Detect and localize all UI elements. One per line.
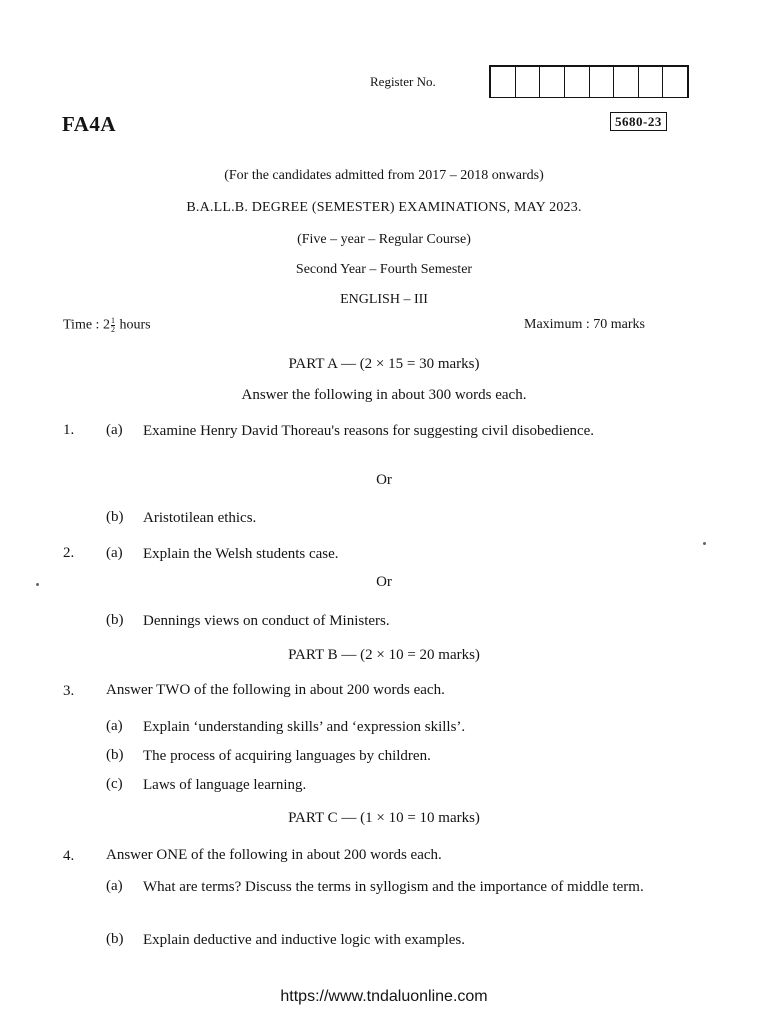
part-a-instruction: Answer the following in about 300 words each. [241, 387, 527, 403]
question-text: What are terms? Discuss the terms in syllogism and the importance of middle term. [143, 879, 644, 895]
question-text: Explain the Welsh students case. [143, 546, 339, 562]
register-cell [639, 67, 664, 97]
scan-speck [703, 542, 706, 545]
register-cell [565, 67, 590, 97]
register-cell [614, 67, 639, 97]
question-text: The process of acquiring languages by children. [143, 748, 431, 764]
header-course: (Five – year – Regular Course) [297, 232, 471, 247]
part-a-title: PART A — (2 × 15 = 30 marks) [288, 356, 480, 372]
option-label: (b) [106, 612, 124, 628]
option-label: (b) [106, 931, 124, 947]
paper-code-box: 5680-23 [610, 112, 667, 131]
question-number: 3. [63, 683, 75, 699]
question-text: Aristotilean ethics. [143, 510, 257, 526]
question-text: Examine Henry David Thoreau's reasons for suggesting civil disobedience. [143, 423, 595, 439]
option-label: (a) [106, 878, 123, 894]
header-semester: Second Year – Fourth Semester [295, 262, 473, 277]
part-c-title: PART C — (1 × 10 = 10 marks) [288, 810, 480, 826]
or-separator: Or [376, 574, 392, 590]
question-text: Dennings views on conduct of Ministers. [143, 613, 390, 629]
question-number: 1. [63, 422, 75, 438]
exam-code: FA4A [62, 112, 117, 136]
question-text: Laws of language learning. [143, 777, 307, 793]
option-label: (a) [106, 718, 123, 734]
or-separator: Or [376, 472, 392, 488]
question-text: Explain deductive and inductive logic with examples. [143, 932, 465, 948]
header-subject: ENGLISH – III [340, 292, 428, 307]
footer-url[interactable]: https://www.tndaluonline.com [280, 988, 488, 1005]
option-label: (b) [106, 509, 124, 525]
part-b-title: PART B — (2 × 10 = 20 marks) [288, 647, 480, 663]
register-no-boxes [489, 65, 689, 98]
maximum-marks: Maximum : 70 marks [524, 317, 645, 332]
header-degree: B.A.LL.B. DEGREE (SEMESTER) EXAMINATIONS, MAY 2023. [186, 200, 582, 215]
question-number: 4. [63, 848, 75, 864]
question-stem: Answer TWO of the following in about 200 words each. [106, 682, 445, 698]
header-admission-note: (For the candidates admitted from 2017 – 2018 onwards) [224, 168, 544, 183]
option-label: (a) [106, 545, 123, 561]
option-label: (a) [106, 422, 123, 438]
question-text: Explain ‘understanding skills’ and ‘expression skills’. [143, 719, 466, 735]
option-label: (c) [106, 776, 123, 792]
register-no-label: Register No. [370, 74, 436, 89]
register-cell [540, 67, 565, 97]
question-stem: Answer ONE of the following in about 200 words each. [106, 847, 442, 863]
question-number: 2. [63, 545, 75, 561]
scan-speck [36, 583, 39, 586]
time-allowed: Time : 2 $\frac{1}{2}$ hours [63, 316, 151, 334]
register-cell [590, 67, 615, 97]
register-cell [663, 67, 687, 97]
register-cell [516, 67, 541, 97]
register-cell [491, 67, 516, 97]
option-label: (b) [106, 747, 124, 763]
